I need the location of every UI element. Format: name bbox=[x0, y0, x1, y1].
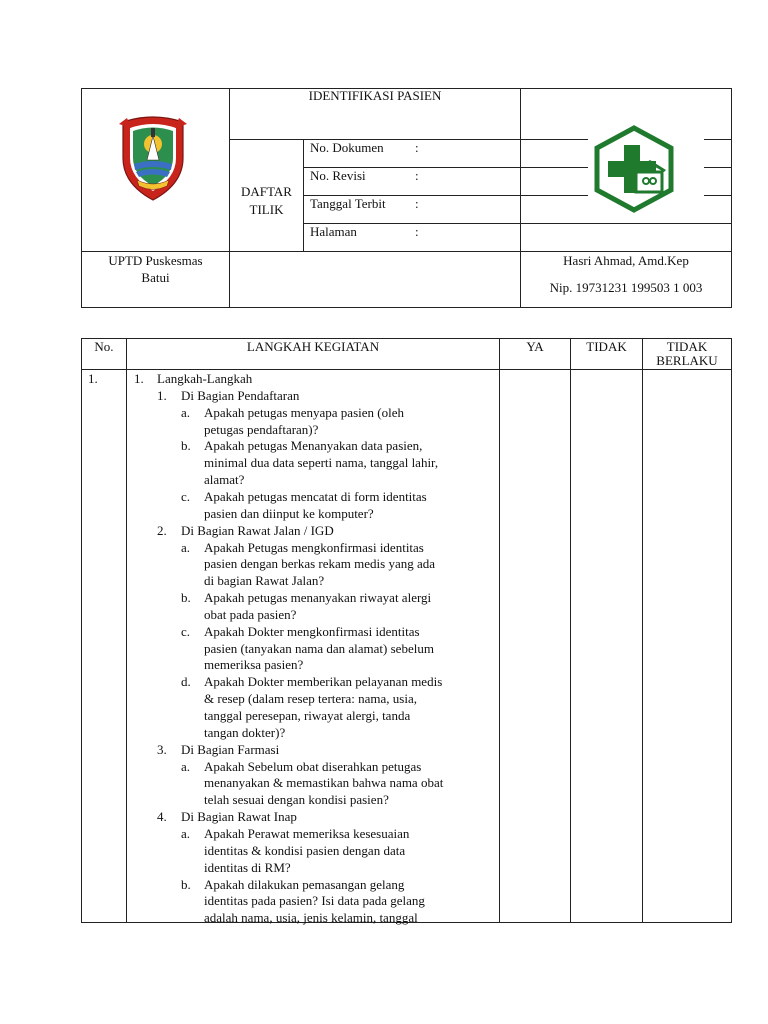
step-marker: a. bbox=[181, 540, 191, 555]
step-question-text: memeriksa pasien? bbox=[204, 657, 304, 672]
checklist-header-divider bbox=[81, 369, 732, 370]
step-question-text: alamat? bbox=[204, 472, 245, 487]
step-heading-text: Di Bagian Pendaftaran bbox=[181, 388, 300, 403]
puskesmas-green-cross-icon bbox=[592, 125, 676, 213]
step-question-text: tanggal peresepan, riwayat alergi, tanda bbox=[204, 708, 411, 723]
step-question-text: pasien dan diinput ke komputer? bbox=[204, 506, 374, 521]
step-marker: d. bbox=[181, 674, 191, 689]
step-heading-text: Di Bagian Farmasi bbox=[181, 742, 280, 757]
checklist-col-divider-1 bbox=[126, 338, 127, 923]
step-marker: 1. bbox=[157, 388, 167, 403]
step-marker: a. bbox=[181, 759, 191, 774]
row-number: 1. bbox=[88, 371, 98, 386]
step-question-text: & resep (dalam resep tertera: nama, usia, bbox=[204, 691, 417, 706]
step-heading-text: Di Bagian Rawat Inap bbox=[181, 809, 297, 824]
header-border-right bbox=[731, 88, 732, 308]
step-question-text: menanyakan & memastikan bahwa nama obat bbox=[204, 775, 444, 790]
step-question-text: pasien dengan berkas rekam medis yang ada bbox=[204, 556, 436, 571]
meta-sep: : bbox=[415, 224, 419, 239]
step-question-text: identitas pada pasien? Isi data pada gelang bbox=[204, 893, 425, 908]
meta-label-no-dokumen: No. Dokumen bbox=[310, 140, 384, 155]
col-header-tidak-berlaku-line-2: BERLAKU bbox=[656, 353, 718, 368]
checklist-border-left bbox=[81, 338, 82, 923]
meta-sep: : bbox=[415, 140, 419, 155]
step-marker: 3. bbox=[157, 742, 167, 757]
step-marker: 2. bbox=[157, 523, 167, 538]
step-marker: b. bbox=[181, 438, 191, 453]
signer-name: Hasri Ahmad, Amd.Kep bbox=[563, 253, 689, 268]
col-header-tidak: TIDAK bbox=[586, 339, 627, 354]
step-heading-text: Langkah-Langkah bbox=[157, 371, 253, 386]
step-marker: a. bbox=[181, 826, 191, 841]
daftar-tilik-line-1: DAFTAR bbox=[241, 184, 292, 199]
step-question-text: identitas di RM? bbox=[204, 860, 291, 875]
step-question-text: Apakah Dokter mengkonfirmasi identitas bbox=[204, 624, 420, 639]
step-question-text: Apakah Sebelum obat diserahkan petugas bbox=[204, 759, 422, 774]
col-header-ya: YA bbox=[526, 339, 544, 354]
step-question-text: petugas pendaftaran)? bbox=[204, 422, 319, 437]
right-divider-3a bbox=[520, 195, 588, 196]
right-divider-1b bbox=[704, 139, 732, 140]
step-question-text: Apakah petugas menanyakan riwayat alergi bbox=[204, 590, 432, 605]
meta-label-halaman: Halaman bbox=[310, 224, 357, 239]
step-question-text: adalah nama, usia, jenis kelamin, tanggal bbox=[204, 910, 418, 925]
meta-label-no-revisi: No. Revisi bbox=[310, 168, 366, 183]
step-marker: b. bbox=[181, 590, 191, 605]
step-question-text: pasien (tanyakan nama dan alamat) sebelum bbox=[204, 641, 434, 656]
col-header-langkah: LANGKAH KEGIATAN bbox=[246, 339, 380, 354]
meta-sep: : bbox=[415, 196, 419, 211]
checklist-border-right bbox=[731, 338, 732, 923]
right-divider-1a bbox=[520, 139, 588, 140]
step-marker: c. bbox=[181, 624, 191, 639]
step-marker: 1. bbox=[134, 371, 144, 386]
step-question-text: Apakah Dokter memberikan pelayanan medis bbox=[204, 674, 443, 689]
header-middle-divider bbox=[81, 251, 732, 252]
right-divider-2b bbox=[704, 167, 732, 168]
regency-crest-icon bbox=[117, 114, 189, 202]
step-question-text: Apakah petugas mencatat di form identitas bbox=[204, 489, 427, 504]
step-question-text: minimal dua data seperti nama, tanggal lahir, bbox=[204, 455, 439, 470]
header-col-divider-3 bbox=[520, 88, 521, 308]
step-marker: b. bbox=[181, 877, 191, 892]
step-question-text: Apakah Perawat memeriksa kesesuaian bbox=[204, 826, 410, 841]
header-border-bottom bbox=[81, 307, 732, 308]
step-question-text: telah sesuai dengan kondisi pasien? bbox=[204, 792, 389, 807]
step-question-text: identitas & kondisi pasien dengan data bbox=[204, 843, 406, 858]
step-heading-text: Di Bagian Rawat Jalan / IGD bbox=[181, 523, 334, 538]
step-marker: 4. bbox=[157, 809, 167, 824]
step-marker: c. bbox=[181, 489, 191, 504]
meta-sep: : bbox=[415, 168, 419, 183]
signer-nip: Nip. 19731231 199503 1 003 bbox=[549, 280, 703, 295]
org-name-line-1: UPTD Puskesmas bbox=[108, 253, 203, 268]
document-title: IDENTIFIKASI PASIEN bbox=[308, 88, 442, 103]
right-divider-4 bbox=[520, 223, 732, 224]
step-question-text: tangan dokter)? bbox=[204, 725, 286, 740]
right-divider-3b bbox=[704, 195, 732, 196]
step-question-text: Apakah Petugas mengkonfirmasi identitas bbox=[204, 540, 424, 555]
step-question-text: Apakah petugas Menanyakan data pasien, bbox=[204, 438, 423, 453]
checklist-col-divider-3 bbox=[570, 338, 571, 923]
step-question-text: di bagian Rawat Jalan? bbox=[204, 573, 325, 588]
col-header-tidak-berlaku-line-1: TIDAK bbox=[666, 339, 708, 354]
step-question-text: obat pada pasien? bbox=[204, 607, 297, 622]
checklist-col-divider-2 bbox=[499, 338, 500, 923]
step-marker: a. bbox=[181, 405, 191, 420]
header-col-divider-2 bbox=[303, 139, 304, 252]
col-header-no: No. bbox=[94, 339, 114, 354]
daftar-tilik-line-2: TILIK bbox=[249, 202, 284, 217]
step-question-text: Apakah dilakukan pemasangan gelang bbox=[204, 877, 405, 892]
right-divider-2a bbox=[520, 167, 588, 168]
step-question-text: Apakah petugas menyapa pasien (oleh bbox=[204, 405, 404, 420]
meta-label-tanggal-terbit: Tanggal Terbit bbox=[310, 196, 386, 211]
org-name-line-2: Batui bbox=[141, 270, 170, 285]
checklist-col-divider-4 bbox=[642, 338, 643, 923]
